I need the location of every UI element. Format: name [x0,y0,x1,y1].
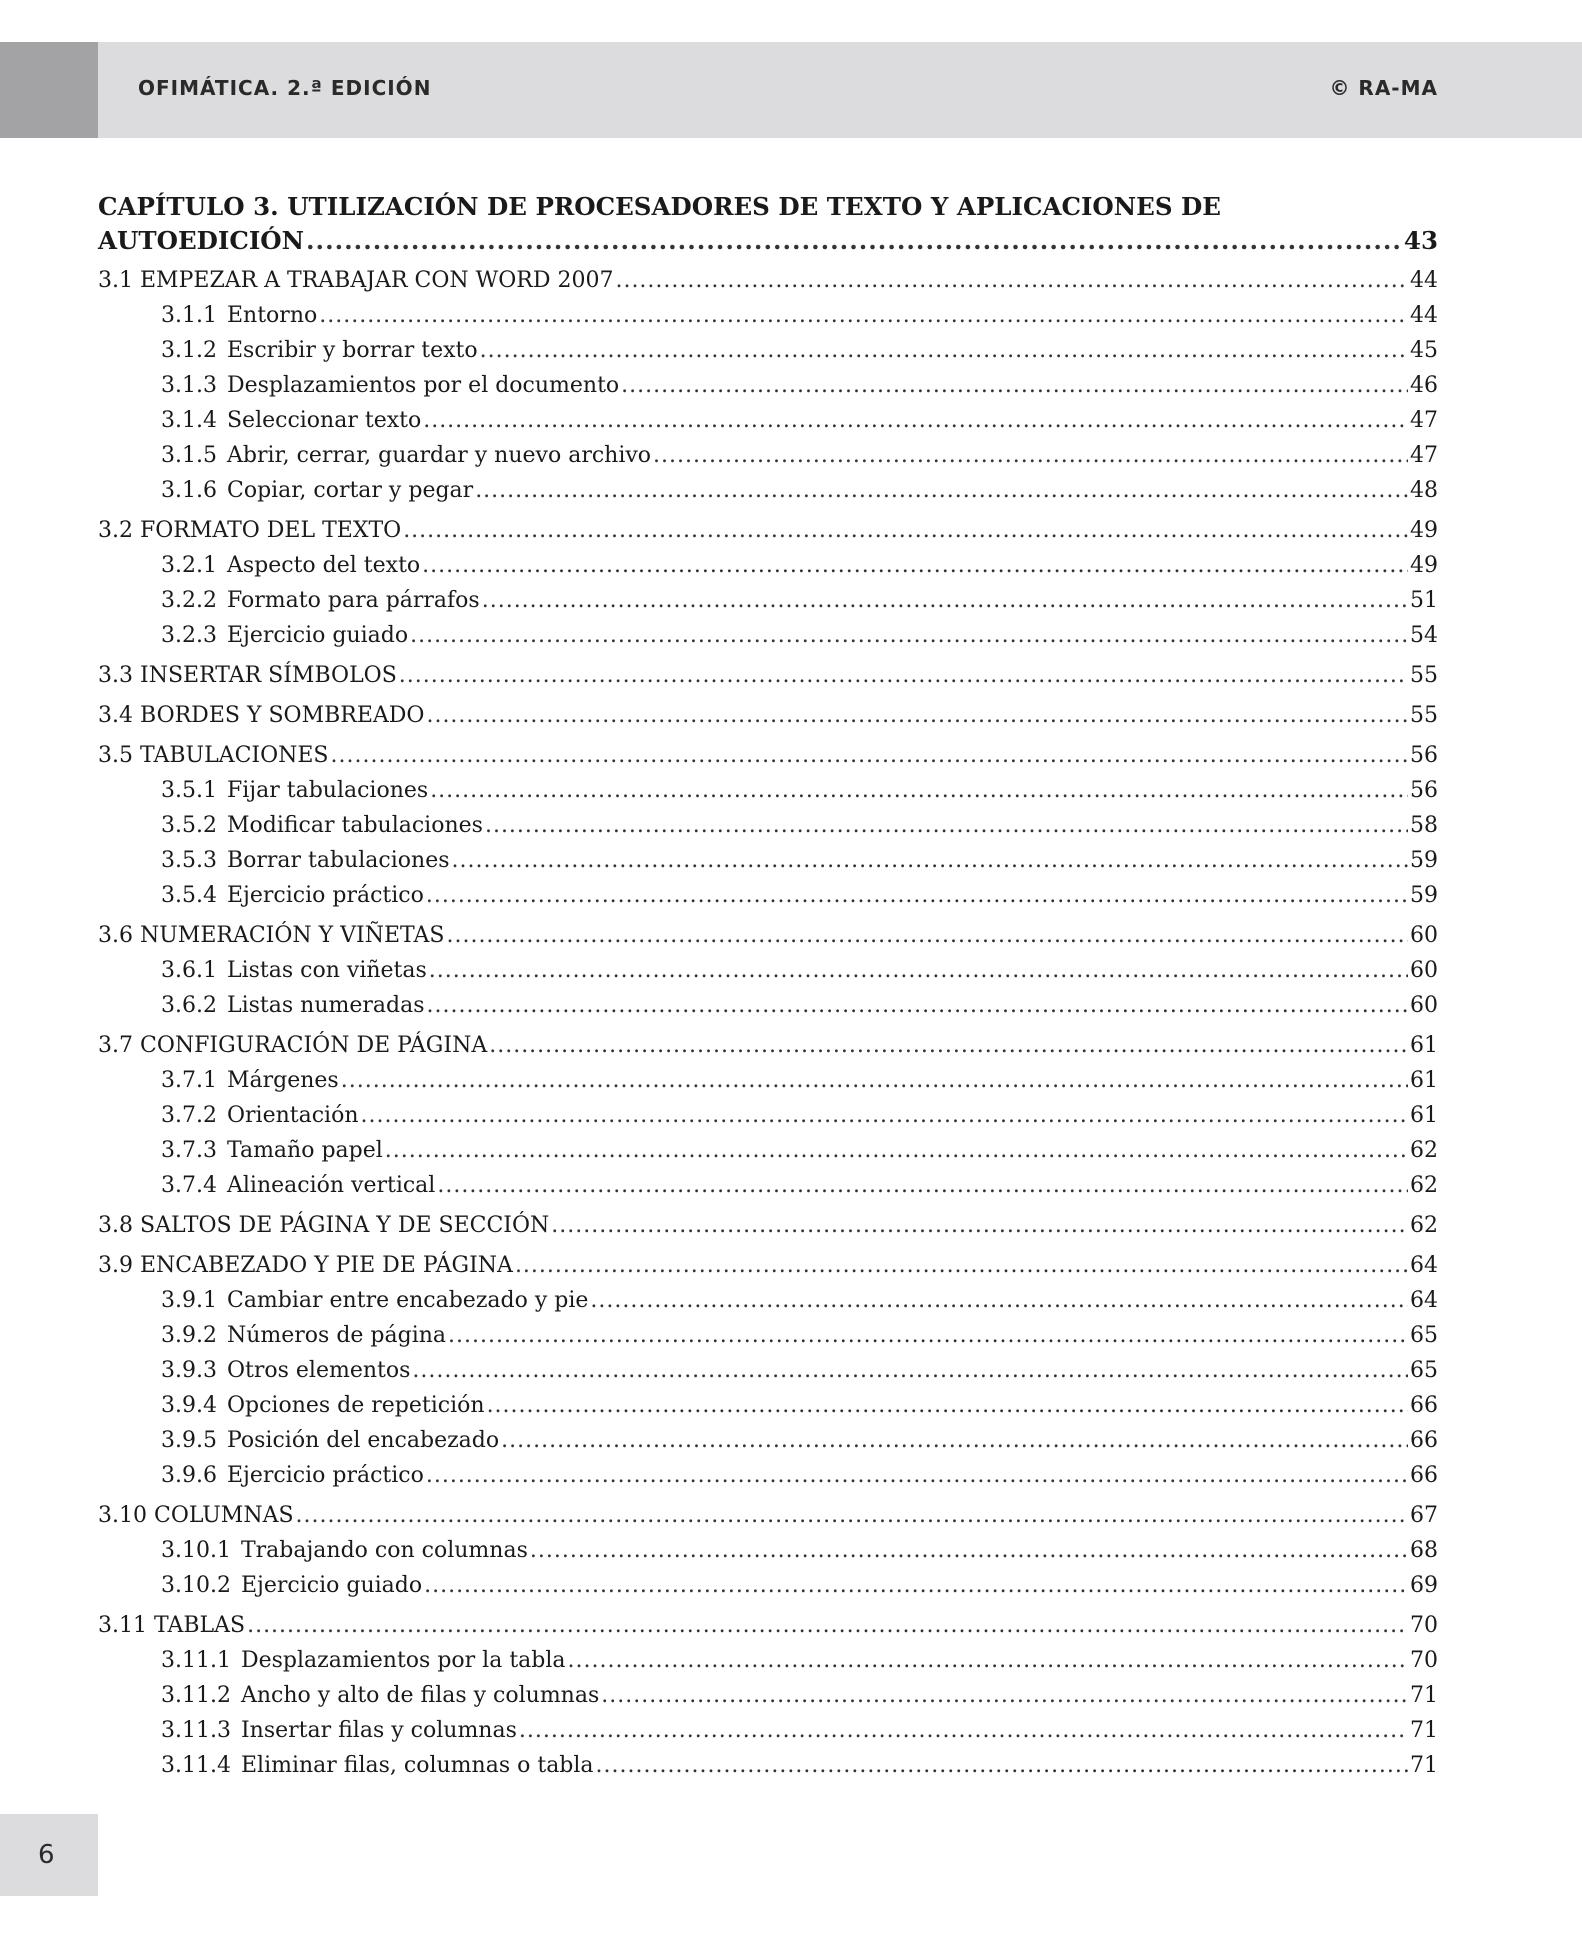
dot-leader [412,1353,1408,1388]
toc-subsection-entry[interactable] [98,1063,1438,1098]
toc-entry-label [161,1133,383,1168]
toc-section-entry[interactable] [98,1248,1438,1283]
toc-entry-label [161,843,450,878]
toc-entry-page-number: 44 [1410,303,1438,328]
toc-entry-text: Márgenes [226,1068,339,1093]
toc-subsection-entry[interactable] [98,1678,1438,1713]
toc-subsection-entry[interactable] [98,1423,1438,1458]
toc-entry-label [161,438,651,473]
toc-entry-label [98,658,397,693]
toc-entry-label [98,1608,245,1643]
dot-leader [452,843,1409,878]
toc-entry-label [161,1678,599,1713]
toc-entry-number: 3.11 [98,1613,147,1638]
toc-chapter-entry[interactable] [98,224,1438,258]
toc-subsection-entry[interactable] [98,1388,1438,1423]
toc-entry-number: 3.5.4 [161,883,217,908]
toc-entry-number: 3.9.5 [161,1428,217,1453]
page-number: 6 [38,1840,55,1870]
toc-entry-text: INSERTAR SÍMBOLOS [140,663,397,688]
toc-entry-number: 3.5.1 [161,778,217,803]
toc-entry-number: 3.1.2 [161,338,217,363]
toc-entry-number: 3.10 [98,1503,147,1528]
toc-entry-number: 3.4 [98,703,133,728]
toc-entry-number: 3.9.6 [161,1463,217,1488]
toc-entry-page-number: 60 [1410,993,1438,1018]
toc-entry-label [161,808,483,843]
toc-subsection-entry[interactable] [98,368,1438,403]
chapter-title-line1: CAPÍTULO 3. UTILIZACIÓN DE PROCESADORES DE TEXTO Y APLICACIONES DE [98,192,1221,221]
toc-entry-page-number: 67 [1410,1503,1438,1528]
toc-entry-number: 3.2.1 [161,553,217,578]
toc-entry-number: 3.3 [98,663,133,688]
dot-leader [399,658,1408,693]
toc-section-entry[interactable] [98,1208,1438,1243]
toc-entry-text: Alineación vertical [226,1173,436,1198]
toc-entry-text: CONFIGURACIÓN DE PÁGINA [140,1033,488,1058]
toc-entry-page-number: 64 [1410,1253,1438,1278]
dot-leader [480,333,1408,368]
toc-entry-page-number: 45 [1410,338,1438,363]
toc-entry-text: Formato para párrafos [226,588,480,613]
toc-entry-text: NUMERACIÓN Y VIÑETAS [140,923,445,948]
toc-entry-number: 3.10.1 [161,1538,231,1563]
toc-entry-number: 3.9.1 [161,1288,217,1313]
toc-entry-page-number: 62 [1410,1173,1438,1198]
toc-entry-label [161,1423,499,1458]
dot-leader [590,1283,1408,1318]
toc-entry-page-number: 54 [1410,623,1438,648]
toc-entry-text: Opciones de repetición [226,1393,485,1418]
toc-entry-text: TABULACIONES [140,743,329,768]
toc-entry-text: Aspecto del texto [226,553,421,578]
toc-entry-text: Orientación [226,1103,359,1128]
toc-entry-page-number: 71 [1410,1683,1438,1708]
toc-entry-text: Modificar tabulaciones [226,813,483,838]
toc-entry-number: 3.1.5 [161,443,217,468]
toc-entry-number: 3.2 [98,518,133,543]
toc-entry-page-number: 60 [1410,923,1438,948]
book-title: OFIMÁTICA. 2.ª EDICIÓN [138,76,432,100]
toc-entry-label [161,583,480,618]
toc-entry-label [161,988,425,1023]
toc-entry-page-number: 49 [1410,518,1438,543]
toc-entry-label [98,918,444,953]
toc-entry-text: Listas numeradas [226,993,425,1018]
dot-leader [487,1388,1408,1423]
toc-entry-text: Ejercicio guiado [240,1573,423,1598]
toc-entry-page-number: 47 [1410,408,1438,433]
toc-entry-number: 3.9.4 [161,1393,217,1418]
toc-entry-label [98,513,401,548]
toc-section-entry[interactable] [98,918,1438,953]
dot-leader [426,698,1408,733]
toc-entry-number: 3.8 [98,1213,133,1238]
chapter-title-line2: AUTOEDICIÓN [98,226,305,255]
toc-entry-text: SALTOS DE PÁGINA Y DE SECCIÓN [140,1213,550,1238]
toc-entry-page-number: 66 [1410,1428,1438,1453]
toc-subsection-entry[interactable] [98,1643,1438,1678]
toc-subsection-entry[interactable] [98,1168,1438,1203]
toc-entry-page-number: 66 [1410,1463,1438,1488]
toc-entry-page-number: 48 [1410,478,1438,503]
dot-leader [385,1133,1408,1168]
dot-leader [319,298,1408,333]
dot-leader [448,1318,1408,1353]
toc-subsection-entry[interactable] [98,1353,1438,1388]
toc-entry-number: 3.7.1 [161,1068,217,1093]
dot-leader [446,918,1408,953]
toc-entry-label [161,878,424,913]
toc-entry-number: 3.1 [98,268,133,293]
toc-subsection-entry[interactable] [98,1748,1438,1783]
toc-entry-number: 3.1.1 [161,303,217,328]
toc-entry-text: Trabajando con columnas [240,1538,528,1563]
toc-entry-number: 3.9 [98,1253,133,1278]
toc-entry-page-number: 64 [1410,1288,1438,1313]
toc-entry-label [161,1388,485,1423]
toc-entry-text: Cambiar entre encabezado y pie [226,1288,589,1313]
toc-subsection-entry[interactable] [98,548,1438,583]
toc-entry-number: 3.5.2 [161,813,217,838]
toc-subsection-entry[interactable] [98,878,1438,913]
toc-subsection-entry[interactable] [98,333,1438,368]
toc-entry-number: 3.9.3 [161,1358,217,1383]
toc-entry-page-number: 56 [1410,778,1438,803]
toc-entry-text: Otros elementos [226,1358,411,1383]
toc-entry-text: FORMATO DEL TEXTO [140,518,402,543]
toc-subsection-entry[interactable] [98,473,1438,508]
toc-entry-page-number: 61 [1410,1068,1438,1093]
toc-entry-text: BORDES Y SOMBREADO [140,703,425,728]
toc-entry-label [98,1498,294,1533]
toc-entry-page-number: 46 [1410,373,1438,398]
dot-leader [430,773,1408,808]
dot-leader [615,263,1408,298]
dot-leader [306,224,1402,258]
toc-entry-page-number: 71 [1410,1753,1438,1778]
toc-entry-page-number: 69 [1410,1573,1438,1598]
toc-entry-label [161,368,619,403]
toc-entry-label [161,298,317,333]
dot-leader [331,738,1408,773]
toc-entry-text: Ejercicio práctico [226,883,424,908]
toc-entry-number: 3.1.6 [161,478,217,503]
toc-subsection-entry[interactable] [98,1283,1438,1318]
toc-entry-page-number: 59 [1410,848,1438,873]
dot-leader [426,1458,1408,1493]
toc-entry-number: 3.7 [98,1033,133,1058]
chapter-page-number: 43 [1403,226,1438,255]
toc-entry-text: Desplazamientos por la tabla [240,1648,566,1673]
dot-leader [403,513,1408,548]
toc-entry-number: 3.7.4 [161,1173,217,1198]
toc-entry-label [161,473,473,508]
toc-subsection-entry[interactable] [98,403,1438,438]
toc-entry-text: Insertar filas y columnas [240,1718,517,1743]
toc-entry-number: 3.11.3 [161,1718,231,1743]
toc-entry-label [161,1063,339,1098]
toc-entry-page-number: 59 [1410,883,1438,908]
toc-entry-label [98,1028,487,1063]
toc-subsection-entry[interactable] [98,773,1438,808]
toc-entry-label [161,1318,446,1353]
toc-entry-label [98,738,329,773]
toc-entry-page-number: 60 [1410,958,1438,983]
dot-leader [422,548,1408,583]
toc-entry-label [161,1098,359,1133]
toc-entry-page-number: 65 [1410,1323,1438,1348]
toc-entry-label [161,1458,424,1493]
toc-entry-number: 3.5 [98,743,133,768]
toc-entry-label [161,1643,566,1678]
toc-subsection-entry[interactable] [98,953,1438,988]
dot-leader [424,1568,1408,1603]
toc-entry-page-number: 49 [1410,553,1438,578]
toc-entry-label [161,1533,528,1568]
toc-entry-text: Ejercicio práctico [226,1463,424,1488]
toc-entry-text: Entorno [226,303,318,328]
toc-entry-text: TABLAS [153,1613,246,1638]
dot-leader [426,878,1408,913]
dot-leader [410,618,1408,653]
toc-entry-number: 3.11.2 [161,1683,231,1708]
toc-entry-number: 3.7.2 [161,1103,217,1128]
toc-entry-number: 3.5.3 [161,848,217,873]
toc-subsection-entry[interactable] [98,618,1438,653]
toc-entry-page-number: 71 [1410,1718,1438,1743]
toc-section-entry[interactable] [98,1608,1438,1643]
toc-section-entry[interactable] [98,1028,1438,1063]
toc-entry-text: EMPEZAR A TRABAJAR CON WORD 2007 [140,268,614,293]
toc-entry-text: Copiar, cortar y pegar [226,478,474,503]
toc-entry-text: Tamaño papel [226,1138,383,1163]
toc-entry-label [161,1283,588,1318]
dot-leader [427,988,1408,1023]
toc-entry-page-number: 66 [1410,1393,1438,1418]
toc-entry-number: 3.6 [98,923,133,948]
toc-entry-page-number: 62 [1410,1213,1438,1238]
toc-subsection-entry[interactable] [98,1098,1438,1133]
toc-entry-text: Eliminar filas, columnas o tabla [240,1753,594,1778]
toc-subsection-entry[interactable] [98,583,1438,618]
toc-subsection-entry[interactable] [98,1568,1438,1603]
dot-leader [437,1168,1408,1203]
toc-entry-page-number: 62 [1410,1138,1438,1163]
toc-entry-label [161,403,421,438]
toc-section-entry[interactable] [98,513,1438,548]
toc-subsection-entry[interactable] [98,1318,1438,1353]
header-tab [0,42,98,138]
toc-entry-text: Números de página [226,1323,447,1348]
toc-entry-label [98,263,613,298]
toc-subsection-entry[interactable] [98,1133,1438,1168]
toc-entry-text: Listas con viñetas [226,958,427,983]
toc-entry-page-number: 68 [1410,1538,1438,1563]
toc-entry-text: Ancho y alto de filas y columnas [240,1683,600,1708]
dot-leader [341,1063,1408,1098]
toc-entry-label [98,698,424,733]
dot-leader [596,1748,1408,1783]
dot-leader [501,1423,1408,1458]
toc-entry-number: 3.10.2 [161,1573,231,1598]
dot-leader [530,1533,1408,1568]
toc-entry-text: Desplazamientos por el documento [226,373,620,398]
toc-entry-text: ENCABEZADO Y PIE DE PÁGINA [140,1253,513,1278]
dot-leader [475,473,1408,508]
toc-entry-number: 3.7.3 [161,1138,217,1163]
toc-entry-text: Posición del encabezado [226,1428,500,1453]
toc-entry-text: Seleccionar texto [226,408,422,433]
toc-entry-number: 3.6.2 [161,993,217,1018]
toc-entry-label [161,618,408,653]
dot-leader [551,1208,1408,1243]
toc-entry-text: COLUMNAS [153,1503,294,1528]
dot-leader [247,1608,1408,1643]
toc-entry-label [98,1248,513,1283]
toc-section-entry[interactable] [98,738,1438,773]
dot-leader [515,1248,1408,1283]
toc-entry-page-number: 56 [1410,743,1438,768]
toc-entry-page-number: 61 [1410,1103,1438,1128]
dot-leader [621,368,1408,403]
toc-subsection-entry[interactable] [98,438,1438,473]
toc-entry-number: 3.1.3 [161,373,217,398]
toc-entry-number: 3.2.3 [161,623,217,648]
toc-entry-text: Escribir y borrar texto [226,338,478,363]
toc-entry-number: 3.9.2 [161,1323,217,1348]
dot-leader [296,1498,1408,1533]
dot-leader [423,403,1408,438]
toc-section-entry[interactable] [98,263,1438,298]
dot-leader [601,1678,1408,1713]
toc-entry-page-number: 70 [1410,1613,1438,1638]
toc-entry-text: Ejercicio guiado [226,623,409,648]
toc-entry-text: Abrir, cerrar, guardar y nuevo archivo [226,443,652,468]
table-of-contents [98,190,1438,1783]
toc-entry-label [161,1353,410,1388]
toc-entry-number: 3.2.2 [161,588,217,613]
dot-leader [361,1098,1409,1133]
toc-entry-label [161,1168,435,1203]
toc-entry-number: 3.6.1 [161,958,217,983]
toc-entry-page-number: 55 [1410,663,1438,688]
toc-entry-number: 3.11.4 [161,1753,231,1778]
toc-entry-label [161,333,478,368]
toc-subsection-entry[interactable] [98,298,1438,333]
toc-entry-page-number: 55 [1410,703,1438,728]
toc-entry-text: Fijar tabulaciones [226,778,429,803]
dot-leader [482,583,1408,618]
toc-subsection-entry[interactable] [98,1533,1438,1568]
toc-subsection-entry[interactable] [98,843,1438,878]
toc-subsection-entry[interactable] [98,808,1438,843]
dot-leader [519,1713,1408,1748]
dot-leader [485,808,1408,843]
toc-entry-label [98,1208,549,1243]
toc-entry-text: Borrar tabulaciones [226,848,450,873]
toc-entry-label [161,1568,422,1603]
toc-subsection-entry[interactable] [98,988,1438,1023]
toc-entry-page-number: 61 [1410,1033,1438,1058]
toc-entries [98,263,1438,1783]
publisher-label: © RA-MA [1329,76,1438,100]
toc-section-entry[interactable] [98,1498,1438,1533]
toc-entry-page-number: 70 [1410,1648,1438,1673]
toc-subsection-entry[interactable] [98,1458,1438,1493]
toc-entry-label [161,1748,594,1783]
dot-leader [429,953,1408,988]
toc-entry-page-number: 51 [1410,588,1438,613]
toc-entry-page-number: 47 [1410,443,1438,468]
toc-entry-page-number: 65 [1410,1358,1438,1383]
dot-leader [568,1643,1408,1678]
toc-entry-number: 3.1.4 [161,408,217,433]
toc-entry-label [161,1713,517,1748]
toc-subsection-entry[interactable] [98,1713,1438,1748]
dot-leader [489,1028,1408,1063]
toc-entry-label [161,773,428,808]
toc-entry-page-number: 44 [1410,268,1438,293]
toc-section-entry[interactable] [98,698,1438,733]
toc-entry-label [161,953,427,988]
dot-leader [653,438,1408,473]
toc-entry-label [161,548,420,583]
toc-section-entry[interactable] [98,658,1438,693]
toc-entry-number: 3.11.1 [161,1648,231,1673]
toc-entry-page-number: 58 [1410,813,1438,838]
